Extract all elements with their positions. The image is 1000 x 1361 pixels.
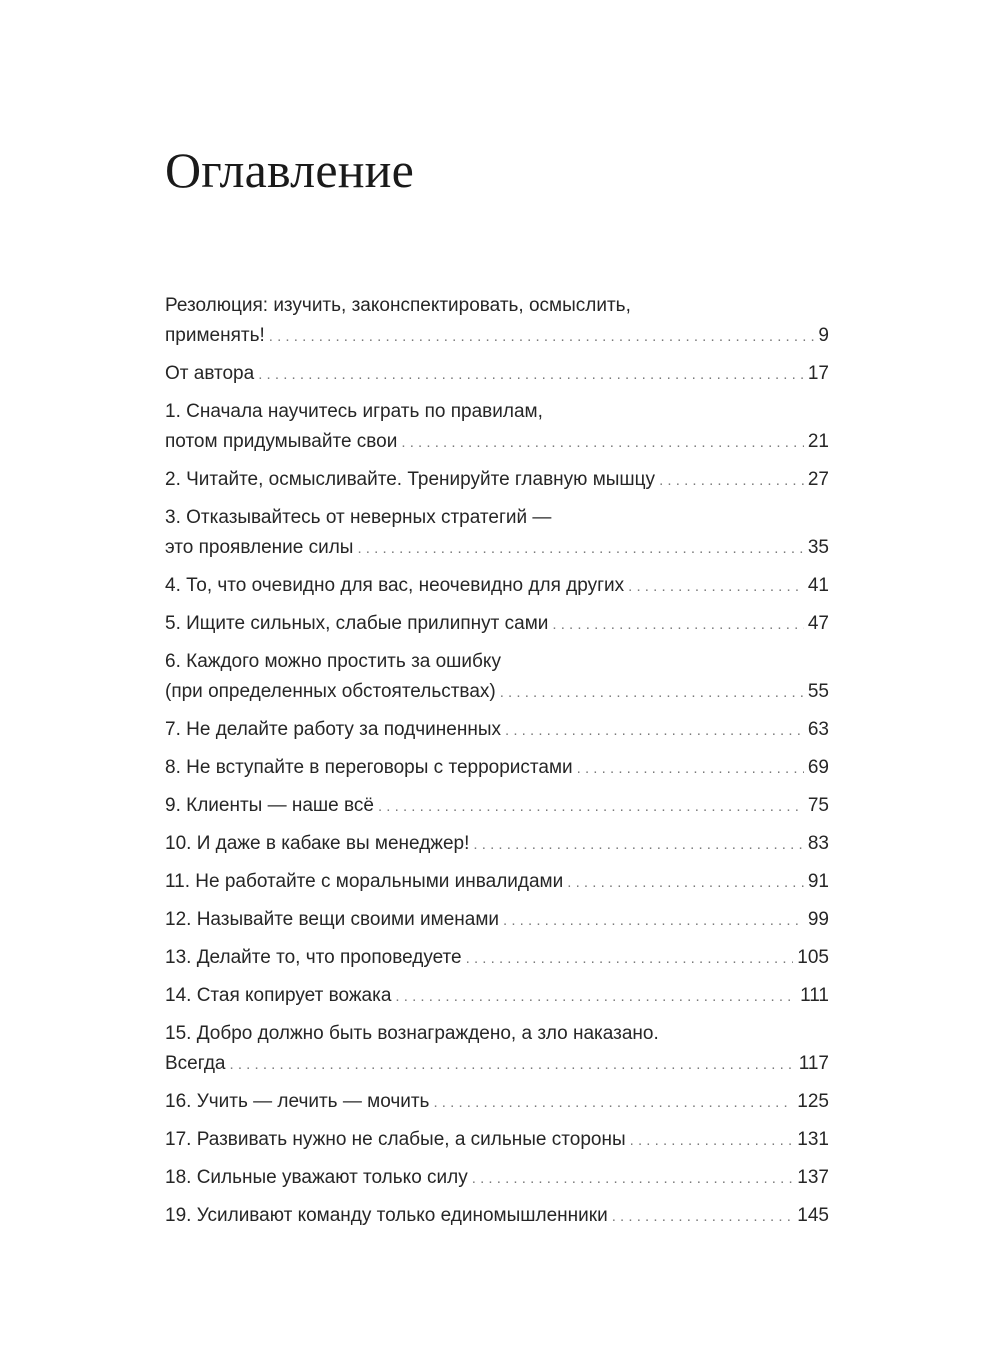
toc-entry-last-line (165, 715, 829, 746)
dot-leader (357, 534, 803, 564)
toc-entry[interactable] (165, 647, 829, 708)
dot-leader (628, 572, 804, 602)
toc-entry-title-line: 6. Каждого можно простить за ошибку (165, 651, 501, 672)
toc-entry-title-line: 3. Отказывайтесь от неверных стратегий — (165, 507, 552, 528)
dot-leader (378, 792, 804, 822)
toc-entry-last-line (165, 867, 829, 898)
toc-entry-last-line (165, 1049, 829, 1080)
toc-entry-title-line: От автора (165, 363, 255, 384)
toc-entry-last-line (165, 981, 829, 1012)
dot-leader (505, 716, 804, 746)
toc-entry-title-line: 14. Стая копирует вожака (165, 985, 392, 1006)
dot-leader (500, 678, 804, 708)
toc-entry[interactable] (165, 359, 829, 390)
toc-entry[interactable] (165, 609, 829, 640)
page-number: 137 (797, 1167, 829, 1188)
page-number: 35 (807, 537, 829, 558)
toc-entry[interactable] (165, 397, 829, 458)
page-number: 47 (807, 613, 829, 634)
page-number: 17 (807, 363, 829, 384)
toc-entry[interactable] (165, 981, 829, 1012)
toc-entry-title-line: 16. Учить — лечить — мочить (165, 1091, 430, 1112)
toc-entry-title-line: 1. Сначала научитесь играть по правилам, (165, 401, 543, 422)
toc-entry[interactable] (165, 1019, 829, 1080)
page-number: 63 (807, 719, 829, 740)
toc-entry-last-line (165, 1125, 829, 1156)
toc-entry[interactable] (165, 1087, 829, 1118)
toc-entry-title-line: 12. Называйте вещи своими именами (165, 909, 499, 930)
toc-entry[interactable] (165, 465, 829, 496)
toc-entry[interactable] (165, 753, 829, 784)
page-number: 27 (807, 469, 829, 490)
dot-leader (269, 322, 815, 352)
toc-entry-title-line: это проявление силы (165, 537, 354, 558)
toc-entry-title-line: 8. Не вступайте в переговоры с террористами (165, 757, 573, 778)
toc-entry[interactable] (165, 571, 829, 602)
dot-leader (466, 944, 794, 974)
toc-entry-last-line (165, 753, 829, 784)
toc-entry[interactable] (165, 829, 829, 860)
dot-leader (258, 360, 804, 390)
toc-entry-title-line: 2. Читайте, осмысливайте. Тренируйте главную мышцу (165, 469, 656, 490)
page-number: 41 (807, 575, 829, 596)
page-number: 131 (797, 1129, 829, 1150)
dot-leader (433, 1088, 793, 1118)
toc-entry[interactable] (165, 1201, 829, 1232)
page-number: 55 (807, 681, 829, 702)
page-number: 99 (807, 909, 829, 930)
dot-leader (395, 982, 796, 1012)
dot-leader (577, 754, 804, 784)
dot-leader (567, 868, 804, 898)
toc-entry-title-line: 15. Добро должно быть вознаграждено, а зло наказано. (165, 1023, 659, 1044)
toc-entry[interactable] (165, 943, 829, 974)
dot-leader (612, 1202, 794, 1232)
dot-leader (229, 1050, 794, 1080)
dot-leader (472, 1164, 794, 1194)
dot-leader (503, 906, 804, 936)
dot-leader (630, 1126, 794, 1156)
toc-entry[interactable] (165, 867, 829, 898)
toc-entry-last-line (165, 571, 829, 602)
toc-entry-last-line (165, 359, 829, 390)
table-of-contents (165, 291, 829, 1239)
toc-entry-last-line (165, 791, 829, 822)
toc-entry-last-line (165, 609, 829, 640)
toc-entry-last-line (165, 533, 829, 564)
page-number: 105 (797, 947, 829, 968)
page-number: 21 (807, 431, 829, 452)
toc-entry-title-line: потом придумывайте свои (165, 431, 398, 452)
page-number: 117 (798, 1053, 829, 1074)
toc-entry[interactable] (165, 291, 829, 352)
toc-entry[interactable] (165, 503, 829, 564)
toc-entry-title-line: 5. Ищите сильных, слабые прилипнут сами (165, 613, 549, 634)
toc-entry-title-line: 19. Усиливают команду только единомышленники (165, 1205, 608, 1226)
page-number: 9 (818, 325, 829, 346)
toc-entry-title-line: (при определенных обстоятельствах) (165, 681, 496, 702)
toc-entry-title-line: 10. И даже в кабаке вы менеджер! (165, 833, 470, 854)
dot-leader (659, 466, 804, 496)
toc-entry-last-line (165, 1163, 829, 1194)
dot-leader (552, 610, 803, 640)
toc-entry-title-line: 4. То, что очевидно для вас, неочевидно для других (165, 575, 625, 596)
toc-entry-title-line: Резолюция: изучить, законспектировать, осмыслить, (165, 295, 631, 316)
page-number: 145 (797, 1205, 829, 1226)
dot-leader (473, 830, 803, 860)
toc-entry-title-line: 11. Не работайте с моральными инвалидами (165, 871, 564, 892)
toc-entry-title-line: применять! (165, 325, 265, 346)
page-number: 83 (807, 833, 829, 854)
page-number: 69 (807, 757, 829, 778)
toc-entry-last-line (165, 1087, 829, 1118)
toc-entry-last-line (165, 677, 829, 708)
toc-entry-last-line (165, 321, 829, 352)
page-number: 125 (797, 1091, 829, 1112)
toc-entry[interactable] (165, 1163, 829, 1194)
toc-entry-title-line: 18. Сильные уважают только силу (165, 1167, 468, 1188)
toc-entry-last-line (165, 427, 829, 458)
page-number: 111 (800, 985, 829, 1006)
toc-entry-title-line: 7. Не делайте работу за подчиненных (165, 719, 501, 740)
toc-entry[interactable] (165, 1125, 829, 1156)
toc-entry[interactable] (165, 905, 829, 936)
toc-entry-title-line: 17. Развивать нужно не слабые, а сильные стороны (165, 1129, 626, 1150)
toc-entry-title-line: 9. Клиенты — наше всё (165, 795, 374, 816)
dot-leader (401, 428, 804, 458)
toc-entry-title-line: Всегда (165, 1053, 226, 1074)
toc-entry[interactable] (165, 715, 829, 746)
toc-entry-last-line (165, 465, 829, 496)
page-number: 75 (807, 795, 829, 816)
toc-entry[interactable] (165, 791, 829, 822)
page-title: Оглавление (165, 142, 415, 198)
toc-entry-last-line (165, 943, 829, 974)
page-number: 91 (807, 871, 829, 892)
toc-entry-last-line (165, 905, 829, 936)
toc-entry-last-line (165, 1201, 829, 1232)
toc-entry-last-line (165, 829, 829, 860)
toc-entry-title-line: 13. Делайте то, что проповедуете (165, 947, 462, 968)
